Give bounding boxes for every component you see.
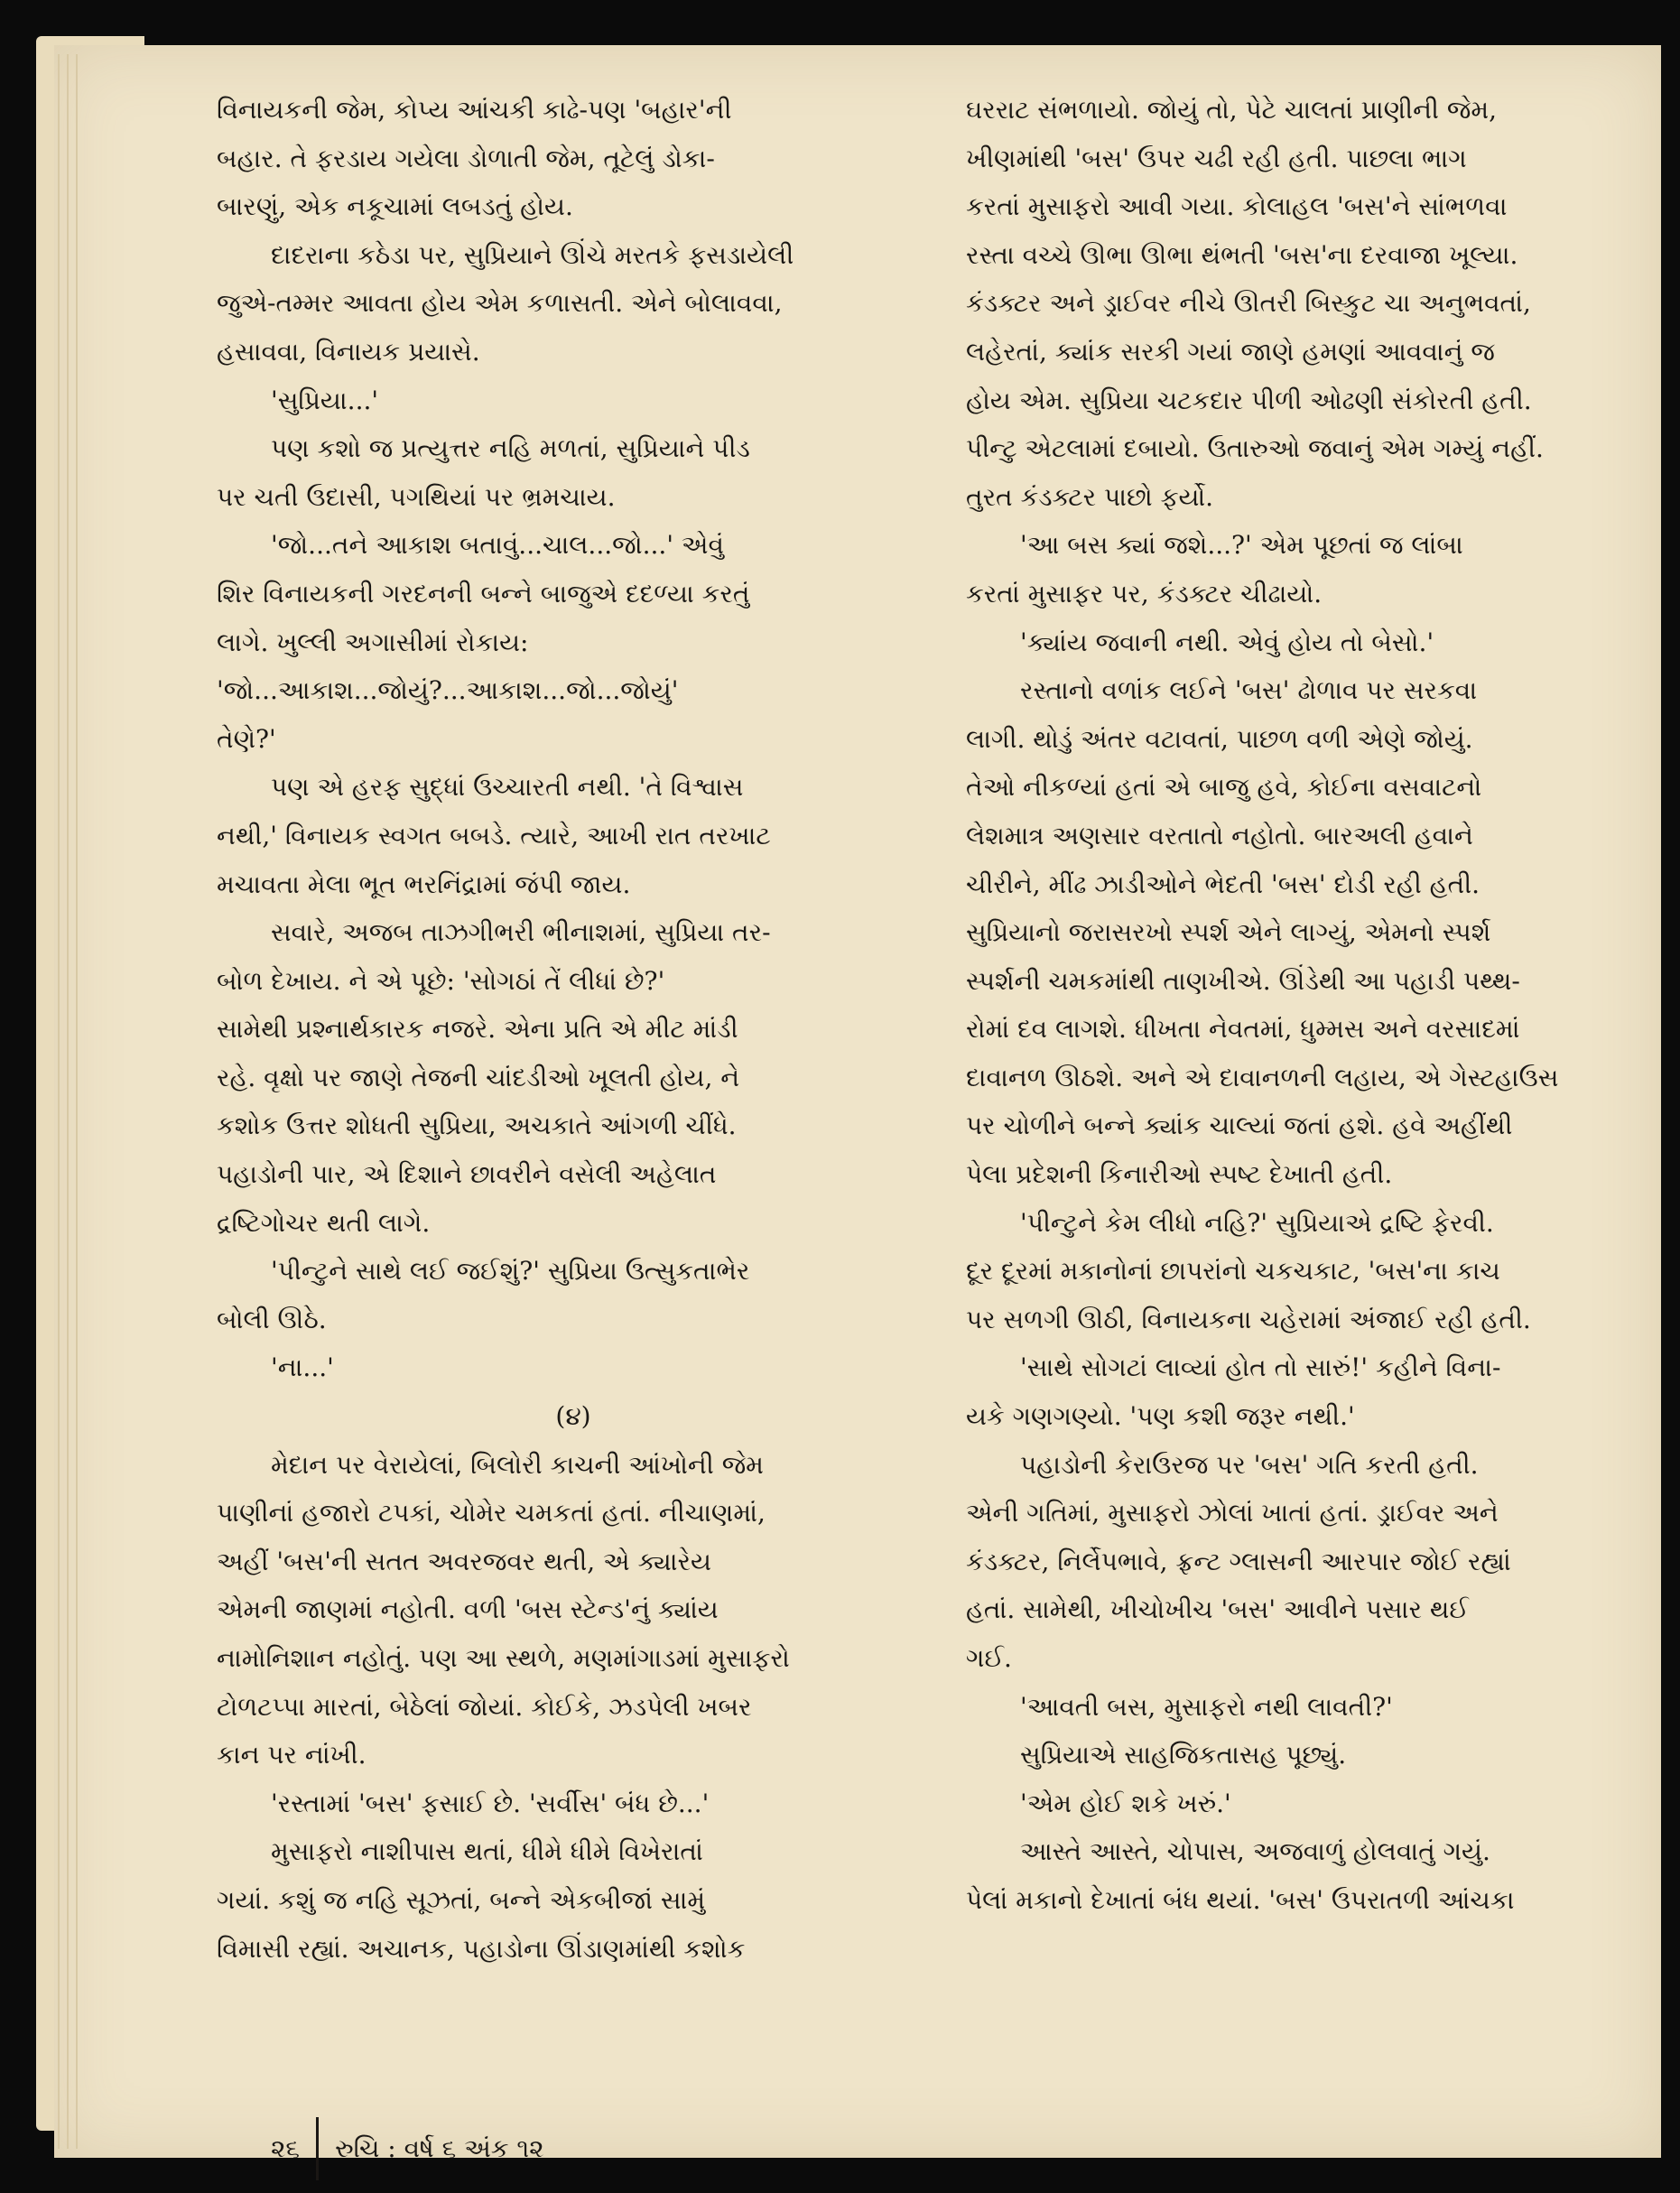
text-line: આસ્તે આસ્તે, ચોપાસ, અજવાળું હોલવાતું ગયું. — [1020, 1836, 1490, 1867]
text-line: સુપ્રિયાનો જરાસરખો સ્પર્શ એને લાગ્યું, એમનો સ્પર્શ — [966, 917, 1491, 948]
text-line: પણ એ હરફ સુદ્ધાં ઉચ્ચારતી નથી. 'તે વિશ્વાસ — [271, 772, 744, 803]
text-line: દૂર દૂરમાં મકાનોનાં છાપરાંનો ચકચકાટ, 'બસ'ના કાચ — [966, 1256, 1500, 1287]
journal-title: રુચિ : વર્ષ ૬ અંક ૧૨ — [335, 2133, 544, 2163]
text-line: રસ્તાનો વળાંક લઈને 'બસ' ઢોળાવ પર સરકવા — [1020, 675, 1478, 706]
text-line: મેદાન પર વેરાયેલાં, બિલોરી કાચની આંખોની જેમ — [271, 1449, 764, 1480]
text-line: 'આવતી બસ, મુસાફરો નથી લાવતી?' — [1020, 1691, 1393, 1722]
text-line: પેલા પ્રદેશની કિનારીઓ સ્પષ્ટ દેખાતી હતી. — [966, 1159, 1393, 1190]
text-line: ગયાં. કશું જ નહિ સૂઝતાં, બન્ને એકબીજાં સામું — [217, 1884, 706, 1915]
text-line: રોમાં દવ લાગશે. ધીખતા નેવતમાં, ધુમ્મસ અને વરસાદમાં — [966, 1014, 1520, 1045]
text-line: દાદરાના કઠેડા પર, સુપ્રિયાને ઊંચે મરતકે ફસડાયેલી — [271, 239, 794, 270]
text-line: કરતાં મુસાફરો આવી ગયા. કોલાહલ 'બસ'ને સાંભળવા — [966, 191, 1508, 222]
text-line: બહાર. તે ફરડાય ગયેલા ડોળાતી જેમ, તૂટેલું ડોકા- — [217, 143, 715, 173]
text-line: ઘરરાટ સંભળાયો. જોયું તો, પેટે ચાલતાં પ્રાણીની જેમ, — [966, 95, 1497, 125]
page-edge — [76, 54, 78, 2149]
text-line: ગઈ. — [966, 1643, 1012, 1673]
text-line: સવારે, અજબ તાઝગીભરી ભીનાશમાં, સુપ્રિયા તર- — [271, 917, 771, 948]
text-line: પર ચતી ઉદાસી, પગથિયાં પર ભ્રમચાય. — [217, 481, 616, 512]
text-line: 'આ બસ ક્યાં જશે...?' એમ પૂછતાં જ લાંબા — [1020, 530, 1463, 561]
text-line: મચાવતા મેલા ભૂત ભરનિંદ્રામાં જંપી જાય. — [217, 869, 631, 899]
text-line: લેશમાત્ર અણસાર વરતાતો નહોતો. બારઅલી હવાને — [966, 820, 1473, 850]
text-line: 'પીન્ટુને કેમ લીધો નહિ?' સુપ્રિયાએ દ્રષ્ટિ ફેરવી. — [1020, 1207, 1494, 1238]
text-line: એની ગતિમાં, મુસાફરો ઝોલાં ખાતાં હતાં. ડ્રાઈવર અને — [966, 1498, 1499, 1529]
text-line: બોલી ઊઠે. — [217, 1304, 327, 1334]
text-line: પણ કશો જ પ્રત્યુત્તર નહિ મળતાં, સુપ્રિયાને પીડ — [271, 433, 750, 464]
text-line: બોળ દેખાય. ને એ પૂછે: 'સોગઠાં તેં લીધાં છે?' — [217, 965, 665, 996]
text-line: હસાવવા, વિનાયક પ્રયાસે. — [217, 336, 480, 367]
text-line: કશોક ઉત્તર શોધતી સુપ્રિયા, અચકાતે આંગળી ચીંધે. — [217, 1110, 737, 1141]
text-line: નામોનિશાન નહોતું. પણ આ સ્થળે, મણમાંગાડમાં મુસાફરો — [217, 1643, 790, 1673]
text-line: પર ચોળીને બન્ને ક્યાંક ચાલ્યાં જતાં હશે. હવે અહીંથી — [966, 1110, 1513, 1141]
text-line: પહાડોની પાર, એ દિશાને છાવરીને વસેલી અહેલાત — [217, 1159, 717, 1190]
page-number: ૨૬ — [271, 2133, 301, 2163]
text-line: પાણીનાં હજારો ટપકાં, ચોમેર ચમકતાં હતાં. નીચાણમાં, — [217, 1498, 766, 1529]
text-line: 'જો...આકાશ...જોયું?...આકાશ...જો...જોયું' — [217, 675, 679, 706]
text-line: તુરત કંડક્ટર પાછો ફર્યો. — [966, 481, 1214, 512]
text-line: (૪) — [555, 1401, 591, 1432]
text-line: અહીં 'બસ'ની સતત અવરજવર થતી, એ ક્યારેય — [217, 1546, 711, 1576]
page-edge — [67, 54, 69, 2149]
text-line: કાન પર નાંખી. — [217, 1740, 367, 1770]
text-line: 'સુપ્રિયા...' — [271, 385, 379, 415]
text-line: સ્પર્શની ચમકમાંથી તાણખીએ. ઊંડેથી આ પહાડી પથ્થ- — [966, 965, 1520, 996]
text-line: દાવાનળ ઊઠશે. અને એ દાવાનળની લહાય, એ ગેસ્ટહાઉસ — [966, 1062, 1559, 1092]
text-line: રહે. વૃક્ષો પર જાણે તેજની ચાંદડીઓ ખૂલતી હોય, ને — [217, 1062, 740, 1092]
text-line: કરતાં મુસાફર પર, કંડક્ટર ચીઢાયો. — [966, 578, 1323, 609]
text-line: હતાં. સામેથી, ખીચોખીચ 'બસ' આવીને પસાર થઈ — [966, 1594, 1469, 1625]
text-line: રસ્તા વચ્ચે ઊભા ઊભા થંભતી 'બસ'ના દરવાજા ખૂલ્યા. — [966, 239, 1518, 270]
text-line: લાગે. ખુલ્લી અગાસીમાં રોકાય: — [217, 627, 529, 657]
text-line: બારણું, એક નકૂચામાં લબડતું હોય. — [217, 191, 573, 222]
left-text-column — [217, 86, 930, 1973]
text-line: ટોળટપ્પા મારતાં, બેઠેલાં જોયાં. કોઈકે, ઝડપેલી ખબર — [217, 1691, 752, 1722]
text-line: શિર વિનાયકની ગરદનની બન્ને બાજુએ દદળ્યા કરતું — [217, 578, 750, 609]
page-edge — [58, 54, 60, 2149]
text-line: પીન્ટુ એટલામાં દબાયો. ઉતારુઓ જવાનું એમ ગમ્યું નહીં. — [966, 433, 1544, 464]
text-line: 'એમ હોઈ શકે ખરું.' — [1020, 1788, 1231, 1818]
text-line: 'જો...તને આકાશ બતાવું...ચાલ...જો...' એવું — [271, 530, 724, 561]
text-line: યકે ગણગણ્યો. 'પણ કશી જરૂર નથી.' — [966, 1401, 1355, 1432]
page-footer — [271, 2117, 544, 2180]
text-line: દ્રષ્ટિગોચર થતી લાગે. — [217, 1207, 431, 1238]
text-line: ખીણમાંથી 'બસ' ઉપર ચઢી રહી હતી. પાછલા ભાગ — [966, 143, 1467, 173]
text-line: વિમાસી રહ્યાં. અચાનક, પહાડોના ઊંડાણમાંથી કશોક — [217, 1933, 746, 1964]
text-line: પહાડોની કેરાઉરજ પર 'બસ' ગતિ કરતી હતી. — [1020, 1449, 1479, 1480]
text-line: 'સાથે સોગટાં લાવ્યાં હોત તો સારું!' કહીને વિના- — [1020, 1352, 1501, 1383]
text-line: વિનાયકની જેમ, કોપ્ય આંચકી કાઢે-પણ 'બહાર'ની — [217, 95, 732, 125]
text-line: પેલાં મકાનો દેખાતાં બંધ થયાં. 'બસ' ઉપરાતળી આંચકા — [966, 1884, 1515, 1915]
text-line: જુએ-તમ્મર આવતા હોય એમ કળાસતી. એને બોલાવવા, — [217, 288, 783, 319]
text-line: 'પીન્ટુને સાથે લઈ જઈશું?' સુપ્રિયા ઉત્સુકતાભેર — [271, 1256, 750, 1287]
text-line: નથી,' વિનાયક સ્વગત બબડે. ત્યારે, આખી રાત તરખાટ — [217, 820, 771, 850]
text-line: લહેરતાં, ક્યાંક સરકી ગયાં જાણે હમણાં આવવાનું જ — [966, 336, 1495, 367]
text-line: લાગી. થોડું અંતર વટાવતાં, પાછળ વળી એણે જોયું. — [966, 723, 1473, 754]
footer-divider — [316, 2117, 319, 2180]
text-line: સુપ્રિયાએ સાહજિકતાસહ પૂછ્યું. — [1020, 1740, 1347, 1770]
text-line: મુસાફરો નાશીપાસ થતાં, ધીમે ધીમે વિખેરાતાં — [271, 1836, 703, 1867]
text-line: કંડક્ટર અને ડ્રાઈવર નીચે ઊતરી બિસ્કુટ ચા અનુભવતાં, — [966, 288, 1531, 319]
right-text-column — [966, 86, 1679, 1925]
text-line: ચીરીને, મીંઢ ઝાડીઓને ભેદતી 'બસ' દોડી રહી હતી. — [966, 869, 1480, 899]
text-line: તેઓ નીકળ્યાં હતાં એ બાજુ હવે, કોઈના વસવાટનો — [966, 772, 1482, 803]
text-line: પર સળગી ઊઠી, વિનાયકના ચહેરામાં અંજાઈ રહી હતી. — [966, 1304, 1531, 1334]
text-line: હોય એમ. સુપ્રિયા ચટકદાર પીળી ઓઢણી સંકોરતી હતી. — [966, 385, 1532, 415]
text-line: એમની જાણમાં નહોતી. વળી 'બસ સ્ટેન્ડ'નું ક્યાંય — [217, 1594, 719, 1625]
text-line: 'રસ્તામાં 'બસ' ફસાઈ છે. 'સર્વીસ' બંધ છે...' — [271, 1788, 710, 1818]
text-line: તેણે?' — [217, 723, 276, 754]
text-line: 'ના...' — [271, 1352, 334, 1383]
text-line: સામેથી પ્રશ્નાર્થકારક નજરે. એના પ્રતિ એ મીટ માંડી — [217, 1014, 738, 1045]
text-line: 'ક્યાંય જવાની નથી. એવું હોય તો બેસો.' — [1020, 627, 1434, 657]
text-line: કંડક્ટર, નિર્લેપભાવે, ફ્રન્ટ ગ્લાસની આરપાર જોઈ રહ્યાં — [966, 1546, 1511, 1576]
